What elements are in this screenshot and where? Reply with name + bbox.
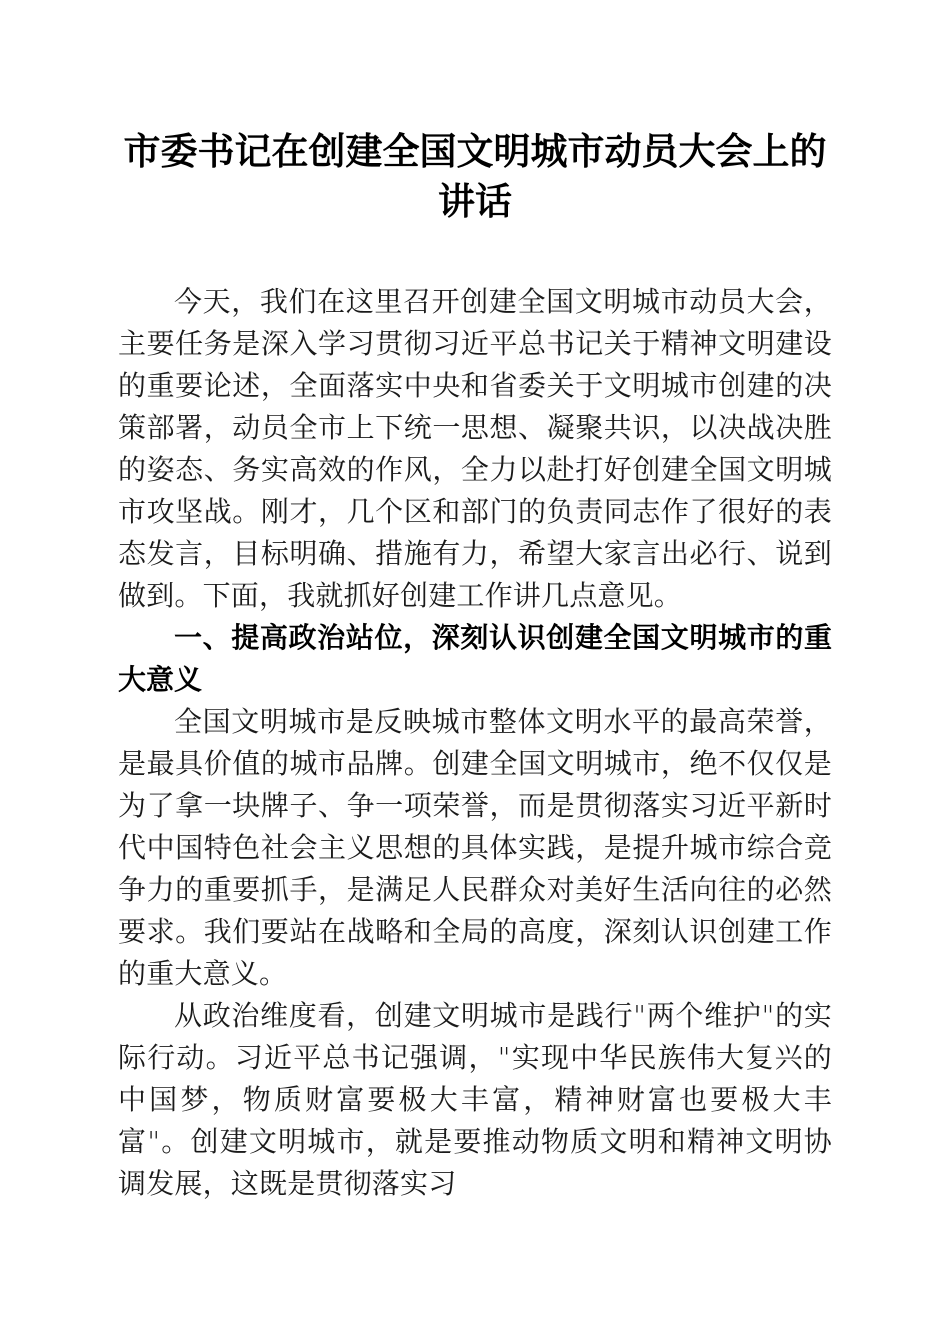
document-content: [118, 0, 832, 1205]
body-paragraph-3: 从政治维度看，创建文明城市是践行"两个维护"的实际行动。习近平总书记强调，"实现中华民族伟大复兴的中国梦，物质财富要极大丰富，精神财富也要极大丰富"。创建文明城市，就是要推动物质文明和精神文明协调发展，这既是贯彻落实习: [118, 999, 832, 1200]
body-paragraph-2: 全国文明城市是反映城市整体文明水平的最高荣誉，是最具价值的城市品牌。创建全国文明城市，绝不仅仅是为了拿一块牌子、争一项荣誉，而是贯彻落实习近平新时代中国特色社会主义思想的具体实践，是提升城市综合竞争力的重要抓手，是满足人民群众对美好生活向往的必然要求。我们要站在战略和全局的高度，深刻认识创建工作的重大意义。: [118, 705, 832, 990]
body-paragraph-1: 今天，我们在这里召开创建全国文明城市动员大会，主要任务是深入学习贯彻习近平总书记关于精神文明建设的重要论述，全面落实中央和省委关于文明城市创建的决策部署，动员全市上下统一思想、凝聚共识，以决战决胜的姿态、务实高效的作风，全力以赴打好创建全国文明城市攻坚战。刚才，几个区和部门的负责同志作了很好的表态发言，目标明确、措施有力，希望大家言出必行、说到做到。下面，我就抓好创建工作讲几点意见。: [118, 285, 832, 612]
page-title: 市委书记在创建全国文明城市动员大会上的讲话: [123, 129, 827, 223]
section-heading-1: 一、提高政治站位，深刻认识创建全国文明城市的重大意义: [118, 621, 832, 696]
